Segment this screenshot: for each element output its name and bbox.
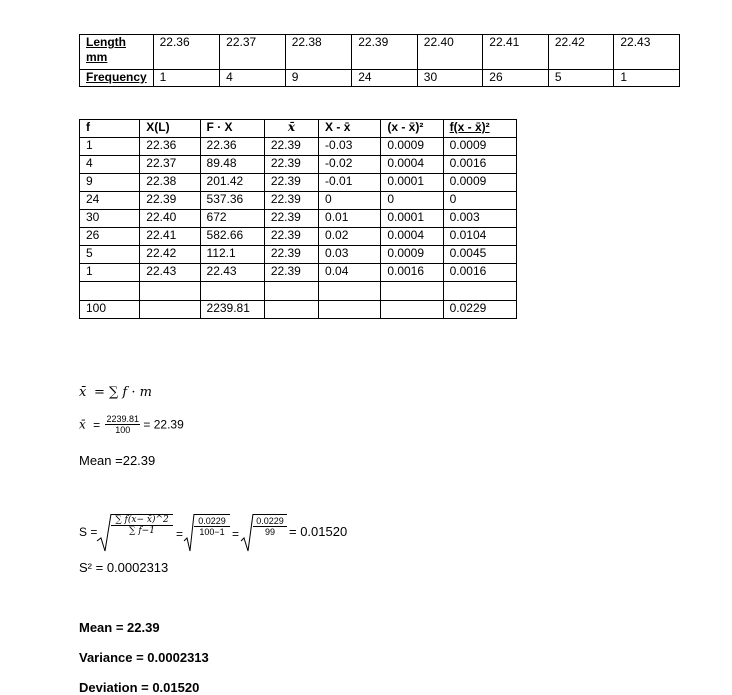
sqrt-sign-1 [96,513,112,553]
calc-cell-fx [200,282,264,301]
s-fraction-3 [253,516,287,537]
calc-cell-mean: 22.39 [264,192,318,210]
mean-calc-numerator: 2239.81 [106,414,140,424]
length-value-cell: 22.40 [417,35,483,70]
calc-cell-f-dev-sq: 0.0104 [443,228,516,246]
calc-cell-f: 26 [80,228,140,246]
calc-cell-f-dev-sq: 0.0045 [443,246,516,264]
calc-cell-dev-sq: 0.0009 [381,138,443,156]
calc-cell-x [140,282,200,301]
calc-cell-fx: 582.66 [200,228,264,246]
table-row [80,192,517,210]
calc-cell-dev-sq: 0 [381,192,443,210]
s-squared-line: S² = 0.0002313 [79,560,169,575]
s-lhs: S = [79,525,98,539]
length-header-line1: Length [86,35,126,49]
calc-cell-f: 24 [80,192,140,210]
calc-cell-f: 1 [80,264,140,282]
frequency-value-cell: 4 [220,70,286,87]
mean-calc-eq: = [93,417,101,432]
calc-cell-dev: -0.03 [319,138,381,156]
calc-cell-f [80,282,140,301]
s-result: = 0.01520 [289,524,348,539]
calc-cell-f-dev-sq: 0.0009 [443,138,516,156]
calc-cell-f-dev-sq: 0.0016 [443,264,516,282]
calc-cell-f-dev-sq: 0 [443,192,516,210]
mean-calculation [79,414,184,435]
sqrt-bar-3 [253,514,287,515]
calc-cell-f-dev-sq: 0.0009 [443,174,516,192]
length-header-cell [80,35,154,70]
s-fraction-1 [111,515,173,536]
s-fraction-2 [194,516,230,537]
frequency-value-cell: 24 [352,70,418,87]
calc-header-f-dev-sq-text: f(x - x̄)² [449,120,490,134]
calc-header-x: X(L) [140,120,200,138]
frequency-value-cell: 1 [153,70,220,87]
calc-header-dev-sq: (x - x̄)² [381,120,443,138]
calc-cell-x: 22.42 [140,246,200,264]
eq-1: = [176,527,184,541]
s-frac2-numerator: 0.0229 [194,516,230,527]
eq-2: = [232,527,240,541]
sqrt-bar-2 [194,514,230,515]
mean-calc-result: = 22.39 [143,417,184,432]
summary-variance: Variance = 0.0002313 [79,650,209,665]
calc-cell-x: 22.41 [140,228,200,246]
mean-def-rhs: = ∑ f · m [93,385,152,400]
calc-header-dev: X - x̄ [319,120,381,138]
calc-cell-dev-sq: 0.0004 [381,228,443,246]
table-row [80,156,517,174]
mean-calc-fraction [105,414,140,435]
length-value-cell: 22.39 [352,35,418,70]
calc-cell-x: 22.36 [140,138,200,156]
calc-cell-mean: 22.39 [264,264,318,282]
frequency-value-cell: 30 [417,70,483,87]
calc-cell-dev [319,282,381,301]
table-row [80,138,517,156]
calc-cell-mean: 22.39 [264,210,318,228]
sqrt-sign-3 [240,513,254,553]
frequency-value-cell: 9 [285,70,352,87]
total-x [140,301,200,319]
calc-cell-dev: 0 [319,192,381,210]
calc-cell-fx: 89.48 [200,156,264,174]
calc-cell-dev: 0.04 [319,264,381,282]
total-mean [264,301,318,319]
frequency-value-cell: 1 [614,70,680,87]
calc-cell-dev-sq: 0.0016 [381,264,443,282]
table-row [80,228,517,246]
total-f-dev-sq: 0.0229 [443,301,516,319]
calc-cell-fx: 112.1 [200,246,264,264]
length-value-cell: 22.41 [483,35,549,70]
calc-cell-dev: 0.02 [319,228,381,246]
table-row [80,264,517,282]
table-row [80,282,517,301]
calc-cell-f-dev-sq: 0.0016 [443,156,516,174]
calc-cell-fx: 201.42 [200,174,264,192]
summary-deviation: Deviation = 0.01520 [79,680,200,695]
calc-cell-dev-sq: 0.0004 [381,156,443,174]
calc-header-f-dev-sq [443,120,516,138]
calc-cell-mean: 22.39 [264,174,318,192]
calc-header-f: f [80,120,140,138]
calc-cell-mean: 22.39 [264,138,318,156]
calc-cell-dev-sq: 0.0001 [381,210,443,228]
total-dev [319,301,381,319]
calc-cell-mean: 22.39 [264,156,318,174]
mean-definition [79,384,152,400]
calc-cell-dev-sq [381,282,443,301]
calc-cell-dev-sq: 0.0009 [381,246,443,264]
length-value-cell: 22.36 [153,35,220,70]
calc-cell-mean: 22.39 [264,246,318,264]
s-frac1-numerator: ∑ f(x− x̄)^2 [111,515,173,526]
s-frac3-denominator: 99 [264,527,275,537]
length-value-cell: 22.37 [220,35,286,70]
total-dev-sq [381,301,443,319]
summary-mean: Mean = 22.39 [79,620,160,635]
frequency-header-cell [80,70,154,87]
frequency-table [79,34,680,87]
s-frac1-denominator: ∑ f−1 [129,526,155,536]
calc-cell-fx: 22.43 [200,264,264,282]
calc-cell-f: 9 [80,174,140,192]
calc-cell-fx: 537.36 [200,192,264,210]
length-value-cell: 22.43 [614,35,680,70]
calc-totals-row [80,301,517,319]
calc-cell-f: 5 [80,246,140,264]
length-header-line2: mm [86,50,108,64]
calc-cell-mean [264,282,318,301]
s-frac2-denominator: 100−1 [199,527,225,537]
mean-line: Mean =22.39 [79,453,156,468]
calc-cell-dev: -0.01 [319,174,381,192]
total-fx: 2239.81 [200,301,264,319]
calc-cell-x: 22.43 [140,264,200,282]
calc-cell-x: 22.40 [140,210,200,228]
calc-cell-f: 4 [80,156,140,174]
calc-cell-dev: 0.03 [319,246,381,264]
length-value-cell: 22.38 [285,35,352,70]
mean-calc-lhs: x̄ [79,417,86,432]
mean-calc-denominator: 100 [115,425,131,435]
calc-cell-x: 22.37 [140,156,200,174]
calc-cell-x: 22.39 [140,192,200,210]
calc-cell-f: 30 [80,210,140,228]
table-row [80,174,517,192]
table-row [80,246,517,264]
mean-def-lhs: x̄ [79,385,87,400]
calc-cell-x: 22.38 [140,174,200,192]
calc-cell-fx: 22.36 [200,138,264,156]
calc-cell-dev-sq: 0.0001 [381,174,443,192]
calc-header-mean-symbol: x̄ [287,120,295,134]
calculation-table [79,119,517,319]
total-f: 100 [80,301,140,319]
calc-cell-f-dev-sq [443,282,516,301]
calc-cell-mean: 22.39 [264,228,318,246]
calc-cell-f: 1 [80,138,140,156]
calc-cell-dev: -0.02 [319,156,381,174]
frequency-header: Frequency [86,70,147,84]
calc-cell-dev: 0.01 [319,210,381,228]
calc-cell-fx: 672 [200,210,264,228]
table-row [80,210,517,228]
s-frac3-numerator: 0.0229 [253,516,287,527]
frequency-value-cell: 26 [483,70,549,87]
frequency-value-cell: 5 [548,70,614,87]
calc-header-fx: F · X [200,120,264,138]
calc-cell-f-dev-sq: 0.003 [443,210,516,228]
calc-header-mean [264,120,318,138]
calc-header-row [80,120,517,138]
length-value-cell: 22.42 [548,35,614,70]
